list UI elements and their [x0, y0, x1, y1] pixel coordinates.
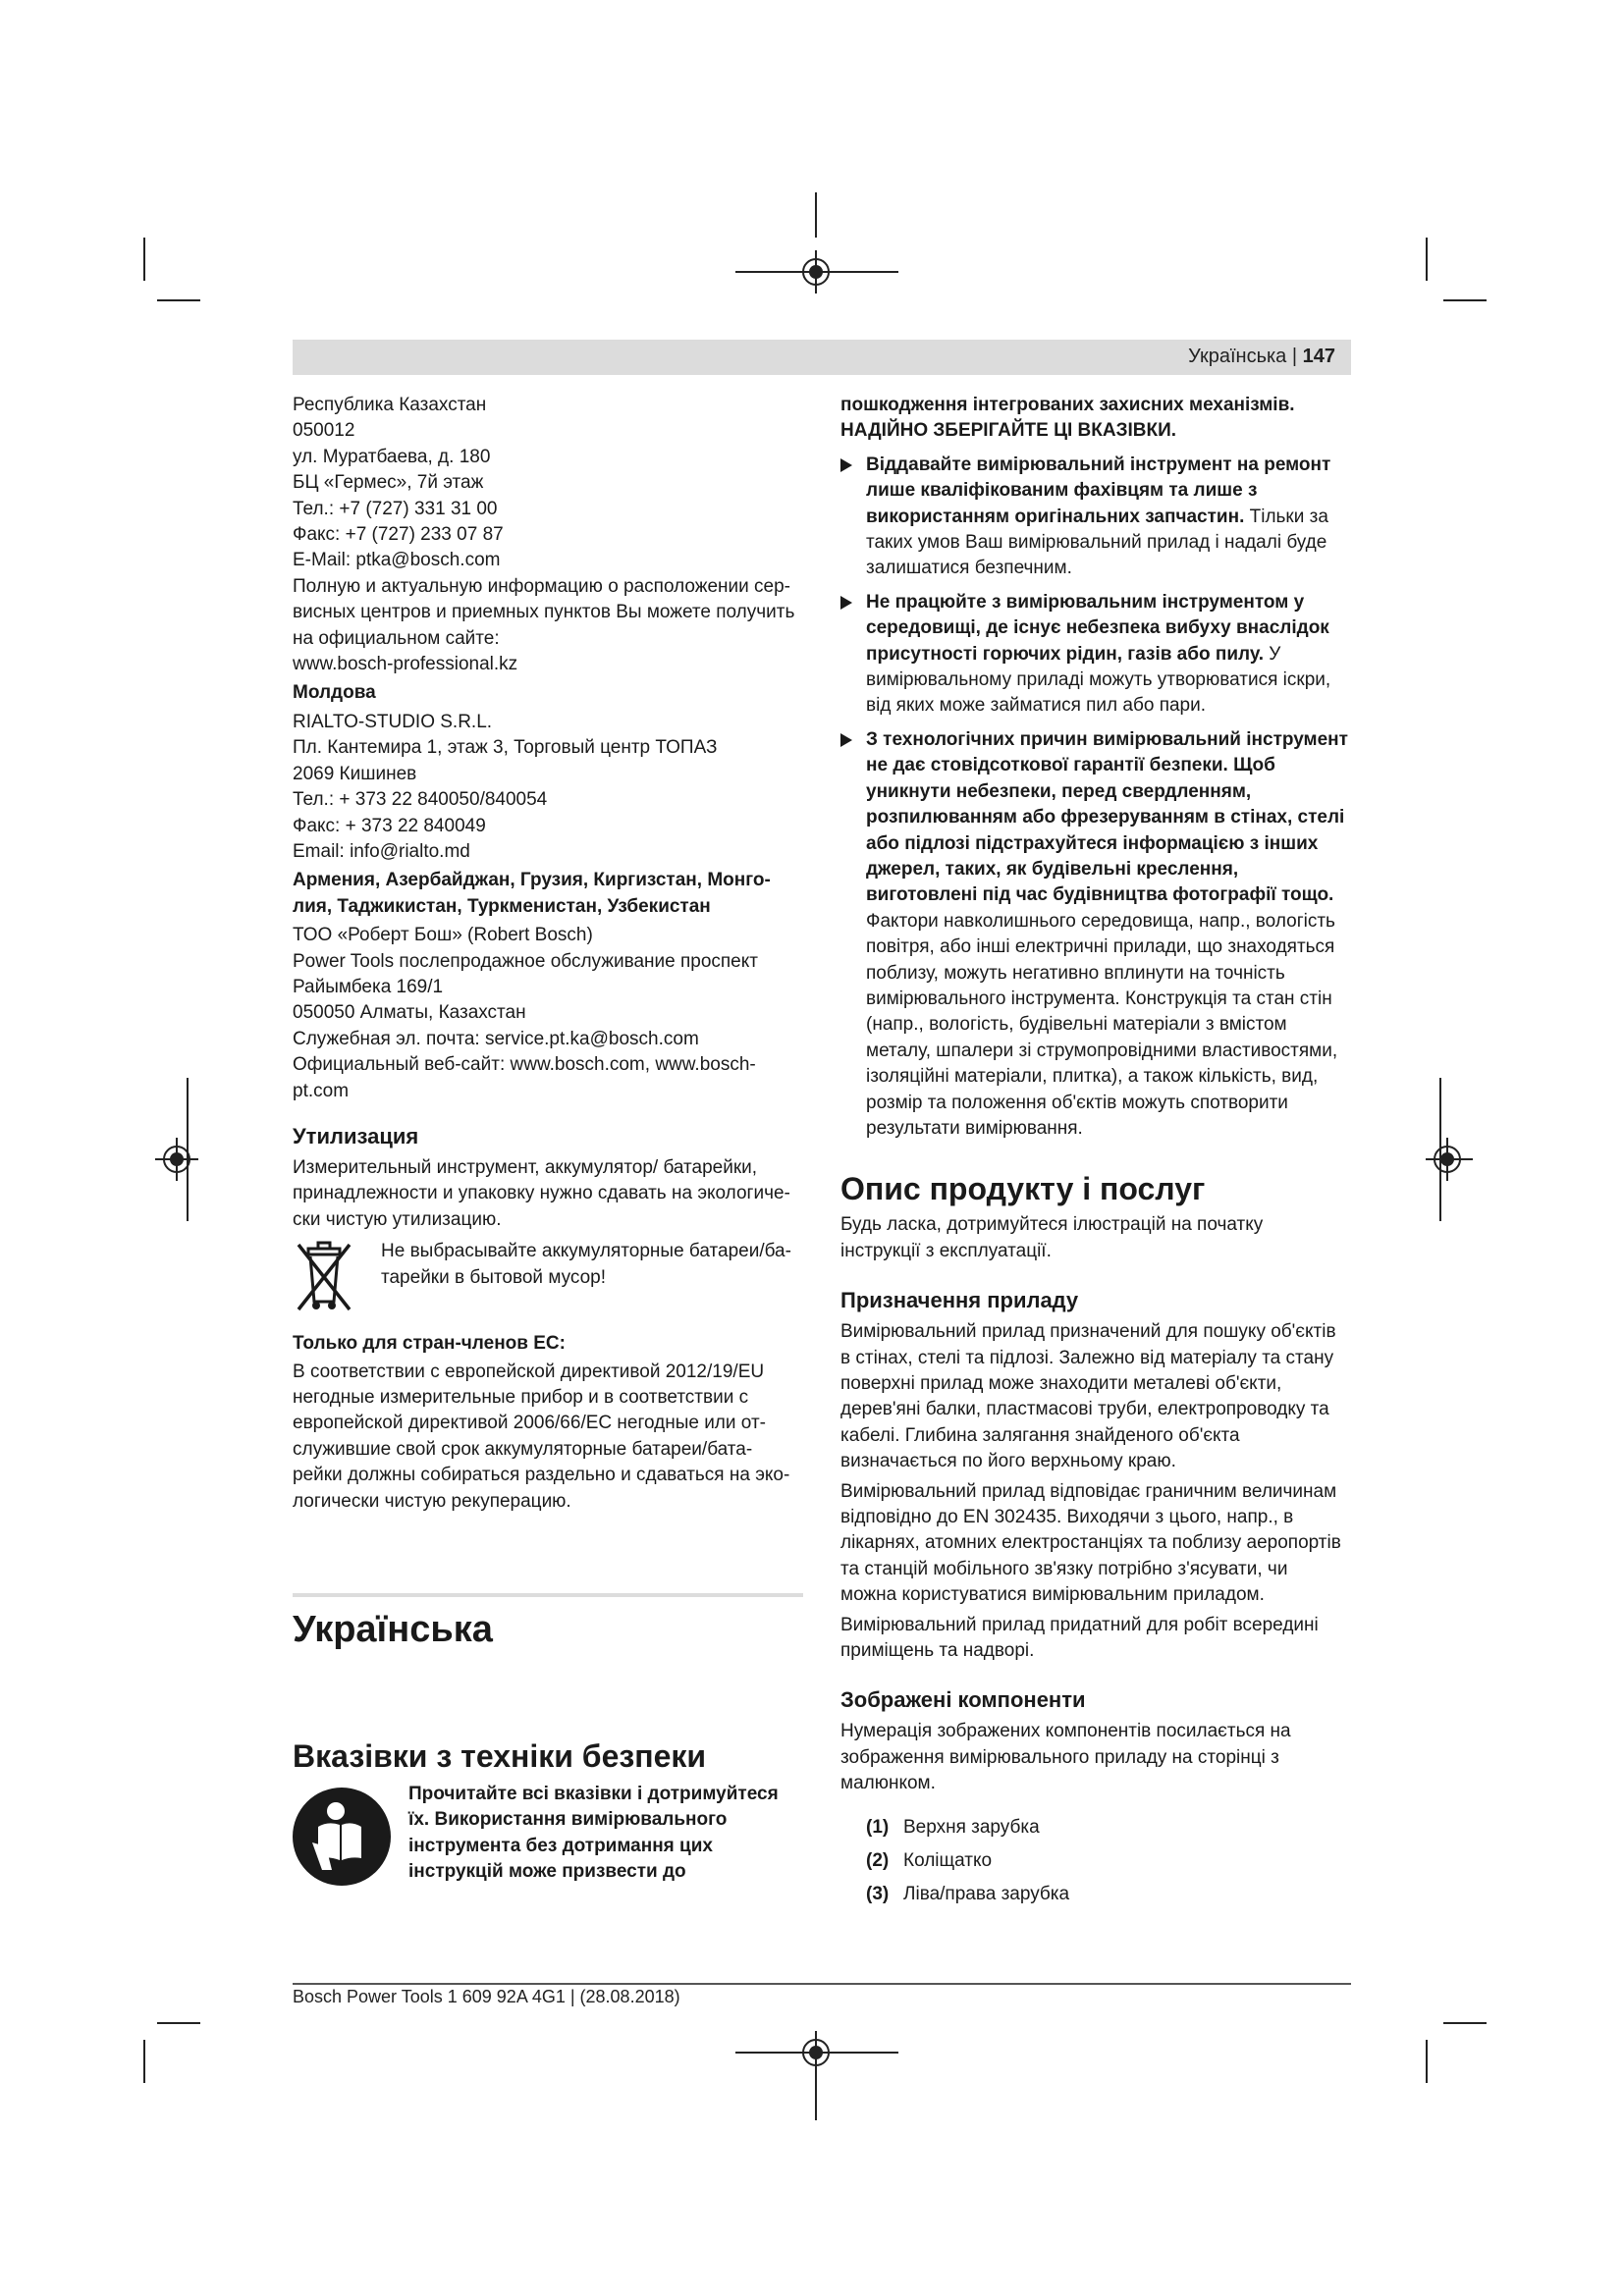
text-line: малюнком. [840, 1773, 936, 1794]
text-line: дерев'яні балки, пластмасові труби, електропроводку та [840, 1399, 1329, 1420]
purpose-title: Призначення приладу [840, 1288, 1079, 1313]
component-number: (1) [866, 1816, 890, 1838]
text-line: тарейки в бытовой мусор! [381, 1266, 607, 1288]
text-line: НАДІЙНО ЗБЕРІГАЙТЕ ЦІ ВКАЗІВКИ. [840, 420, 1176, 442]
text-line: европейской директивой 2006/66/EC негодные или от- [293, 1413, 766, 1434]
text-line: таких умов Ваш вимірювальний прилад і надалі буде [866, 532, 1327, 554]
text-line: (напр., вологість, будівельні матеріали з вмістом [866, 1014, 1287, 1036]
text-line: лия, Таджикистан, Туркменистан, Узбекистан [293, 895, 711, 917]
component-item [866, 1811, 1351, 1844]
text-line: вимірювальному приладі можуть утворюватися іскри, [866, 669, 1331, 691]
armenia-title [293, 868, 803, 920]
text-line: вимірювального інструмента. Конструкція та стан стін [866, 988, 1332, 1009]
component-number: (2) [866, 1849, 890, 1871]
bullet-triangle-icon [840, 733, 852, 747]
bold-fragment: використанням оригінальних запчастин. [866, 506, 1245, 527]
bin-note [381, 1239, 791, 1291]
text-line: Тел.: + 373 22 840050/840054 [293, 789, 548, 811]
registration-mark-icon [155, 1138, 198, 1181]
text-line: Віддавайте вимірювальний інструмент на ремонт [866, 454, 1331, 475]
text-line: Официальный веб-сайт: www.bosch.com, www.bosch- [293, 1054, 756, 1076]
footer-text: Bosch Power Tools 1 609 92A 4G1 | (28.08.2018) [293, 1987, 680, 2006]
text-line: www.bosch-professional.kz [293, 654, 518, 675]
text-line: можна користуватися вимірювальним приладом. [840, 1584, 1265, 1606]
component-label: Коліщатко [903, 1849, 993, 1871]
crop-mark [143, 2040, 145, 2083]
text-line: розпилюванням або фрезеруванням в стінах, стелі [866, 807, 1345, 828]
text-line: 2069 Кишинев [293, 763, 417, 784]
component-item [866, 1878, 1351, 1911]
text-line: Республика Казахстан [293, 395, 487, 415]
text-line: Power Tools послепродажное обслуживание проспект [293, 950, 758, 972]
bullet-triangle-icon [840, 458, 852, 472]
text-line: рейки должны собираться раздельно и сдаваться на эко- [293, 1465, 790, 1486]
text-line: принадлежности и упаковку нужно сдавать на экологиче- [293, 1183, 790, 1204]
text-line: від яких може займатися пил або пари. [866, 695, 1207, 717]
section-divider [293, 1593, 803, 1597]
text-line: З технологічних причин вимірювальний інструмент [866, 728, 1348, 750]
text-line: лікарнях, атомних електростанціях та поблизу аеропортів [840, 1532, 1341, 1554]
text-line: висных центров и приемных пунктов Вы можете получить [293, 602, 795, 623]
components-text [840, 1719, 1351, 1796]
text-line: Вимірювальний прилад придатний для робіт всередині [840, 1614, 1319, 1635]
text-line: поблизу, можуть негативно вплинути на точність [866, 962, 1285, 984]
text-fragment: У [1264, 643, 1281, 665]
text-line: E-Mail: ptka@bosch.com [293, 550, 501, 571]
text-line: повітря, або інші електричні прилади, що знаходяться [866, 936, 1335, 958]
text-line: ул. Муратбаева, д. 180 [293, 446, 491, 467]
safety-title: Вказівки з техніки безпеки [293, 1738, 707, 1775]
text-line: В соответствии с европейской директивой 2012/19/EU [293, 1361, 765, 1382]
crop-mark [815, 2071, 817, 2120]
language-title: Українська [293, 1609, 493, 1651]
disposal-text [293, 1155, 803, 1233]
text-line: RIALTO-STUDIO S.R.L. [293, 711, 493, 732]
components-title: Зображені компоненти [840, 1687, 1086, 1713]
text-fragment: Тільки за [1244, 506, 1328, 527]
crossed-bin-icon [295, 1239, 353, 1315]
header-section: Українська [1188, 346, 1287, 367]
text-line: Не працюйте з вимірювальним інструментом у [866, 591, 1305, 613]
text-line: Служебная эл. почта: service.pt.ka@bosch.com [293, 1028, 699, 1049]
text-line: інструкцій може призвести до [408, 1861, 686, 1883]
text-line: логически чистую рекуперацию. [293, 1490, 571, 1512]
text-line: відповідно до EN 302435. Виходячи з цього, напр., в [840, 1507, 1294, 1528]
safety-intro-text [408, 1782, 779, 1886]
eu-text [293, 1360, 803, 1515]
product-title: Опис продукту і послуг [840, 1171, 1206, 1207]
registration-mark-icon [794, 250, 838, 294]
purpose-text [840, 1319, 1351, 1664]
registration-mark-icon [794, 2031, 838, 2074]
moldova-address [293, 710, 803, 865]
text-line: кабелі. Глибина залягання знайденого об'єкта [840, 1424, 1240, 1446]
text-line: негодные измерительные прибор и в соответствии с [293, 1387, 749, 1408]
text-line: Пл. Кантемира 1, этаж 3, Торговый центр ТОПАЗ [293, 737, 718, 759]
text-line: служившие свой срок аккумуляторные батареи/бата- [293, 1438, 753, 1460]
component-number: (3) [866, 1883, 890, 1904]
text-line: Факс: +7 (727) 233 07 87 [293, 524, 504, 546]
text-line: результати вимірювання. [866, 1117, 1083, 1139]
text-line: середовищі, де існує небезпека вибуху внаслідок [866, 617, 1329, 639]
components-list [840, 1811, 1351, 1911]
text-line: Армения, Азербайджан, Грузия, Киргизстан, Монго- [293, 870, 771, 891]
text-line: Тел.: +7 (727) 331 31 00 [293, 498, 498, 519]
eu-title: Только для стран-членов ЕС: [293, 1333, 566, 1355]
text-line: визначається по його верхньому краю. [840, 1451, 1176, 1472]
text-line: поверхні прилад може знаходити металеві об'єкти, [840, 1373, 1282, 1394]
safety-bullet [840, 453, 1351, 582]
text-line: зображення вимірювального приладу на сторінці з [840, 1746, 1279, 1768]
component-item [866, 1844, 1351, 1878]
right-column [840, 393, 1351, 1911]
text-line: Будь ласка, дотримуйтеся ілюстрацій на початку [840, 1214, 1264, 1236]
text-line: пошкодження інтегрованих захисних механізмів. [840, 395, 1295, 415]
text-line: Измерительный инструмент, аккумулятор/ батарейки, [293, 1156, 758, 1178]
text-line: лише кваліфікованим фахівцям та лише з [866, 480, 1258, 502]
header-text: Українська | 147 [1188, 346, 1335, 367]
text-line: інструкції з експлуатації. [840, 1240, 1052, 1261]
registration-mark-icon [1426, 1138, 1469, 1181]
text-line: в стінах, стелі та підлозі. Залежно від матеріалу та стану [840, 1347, 1334, 1368]
text-line: Райымбека 169/1 [293, 976, 444, 997]
text-line: залишатися безпечним. [866, 558, 1072, 579]
text-line: не дає стовідсоткової гарантії безпеки. Щоб [866, 755, 1275, 776]
crop-mark [143, 238, 145, 281]
product-text [840, 1212, 1351, 1264]
crop-mark [1426, 238, 1428, 281]
safety-bullet [840, 727, 1351, 1143]
text-line: БЦ «Гермес», 7й этаж [293, 472, 484, 494]
text-line: 050012 [293, 420, 355, 442]
text-line: або підлозі підстрахуйтеся інформацією з інших [866, 832, 1319, 854]
text-line: Прочитайте всі вказівки і дотримуйтеся [408, 1784, 779, 1805]
text-line: Фактори навколишнього середовища, напр., вологість [866, 910, 1335, 932]
text-line [866, 642, 1351, 667]
bullet-triangle-icon [840, 596, 852, 610]
footer-rule [293, 1983, 1351, 1985]
crop-mark [157, 2022, 200, 2024]
read-manual-icon [293, 1788, 391, 1886]
text-line: інструмента без дотримання цих [408, 1835, 713, 1856]
text-line: виготовлені під час будівництва фотографії тощо. [866, 884, 1334, 906]
safety-intro [293, 1782, 803, 1890]
text-line: на официальном сайте: [293, 627, 500, 649]
bin-notice [293, 1239, 803, 1321]
crop-mark [1443, 299, 1487, 301]
moldova-title: Молдова [293, 682, 376, 704]
safety-continuation [840, 393, 1351, 445]
text-line: джерел, таких, як будівельні креслення, [866, 858, 1239, 880]
text-line: приміщень та надворі. [840, 1640, 1035, 1662]
text-line: Вимірювальний прилад призначений для пошуку об'єктів [840, 1321, 1336, 1343]
crop-mark [1426, 2040, 1428, 2083]
safety-bullet [840, 590, 1351, 720]
text-line: pt.com [293, 1080, 350, 1101]
text-line: ізоляційні матеріали, плитка), а також кількість, вид, [866, 1066, 1319, 1088]
text-line: Email: info@rialto.md [293, 840, 470, 862]
disposal-title: Утилизация [293, 1123, 419, 1148]
crop-mark [157, 299, 200, 301]
armenia-address [293, 923, 803, 1104]
text-line: 050050 Алматы, Казахстан [293, 1002, 526, 1024]
component-label: Верхня зарубка [903, 1816, 1040, 1838]
text-line: та станцій мобільного зв'язку потрібно з'ясувати, чи [840, 1558, 1288, 1579]
text-line: їх. Використання вимірювального [408, 1809, 728, 1831]
left-column [293, 393, 803, 1890]
text-line: ски чистую утилизацию. [293, 1208, 502, 1230]
text-line [866, 505, 1351, 530]
component-label: Ліва/права зарубка [903, 1883, 1070, 1904]
page-header [293, 340, 1351, 375]
crop-mark [815, 192, 817, 238]
text-line: Полную и актуальную информацию о расположении сер- [293, 575, 791, 597]
page-number: 147 [1302, 346, 1335, 367]
text-line: уникнути небезпеки, перед свердленням, [866, 780, 1252, 802]
text-line: Не выбрасывайте аккумуляторные батареи/ба- [381, 1241, 791, 1262]
crop-mark [1443, 2022, 1487, 2024]
text-line: Вимірювальний прилад відповідає граничним величинам [840, 1480, 1337, 1502]
text-line: металу, шпалери зі струмопровідними властивостями, [866, 1040, 1338, 1061]
text-line: ТОО «Роберт Бош» (Robert Bosch) [293, 925, 593, 946]
text-line: Факс: + 373 22 840049 [293, 815, 486, 836]
kazakhstan-address [293, 393, 803, 677]
text-line: Нумерація зображених компонентів посилається на [840, 1721, 1291, 1742]
bold-fragment: присутності горючих рідин, газів або пилу. [866, 643, 1265, 665]
text-line: розмір та положення об'єктів можуть спотворити [866, 1092, 1288, 1113]
